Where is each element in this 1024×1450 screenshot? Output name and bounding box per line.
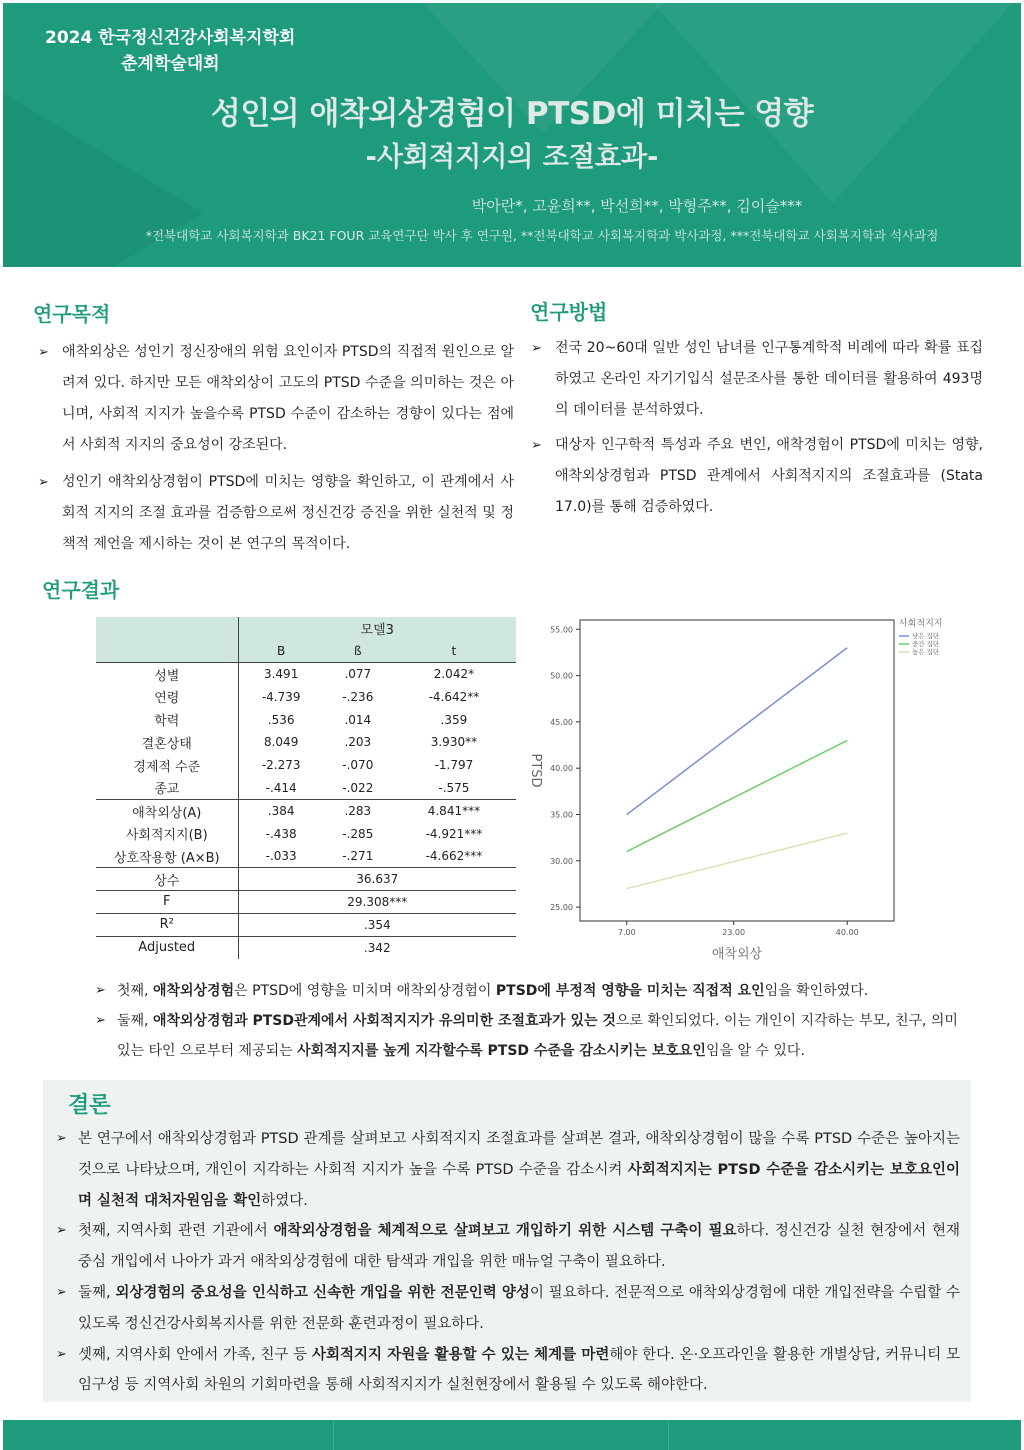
cell-b: -2.273 — [261, 758, 301, 773]
row-label: 성별 — [96, 663, 238, 686]
interaction-line-chart — [525, 612, 965, 967]
table-row — [96, 663, 516, 686]
model-label: 모델3 — [238, 617, 516, 640]
cell-beta: -.236 — [342, 689, 374, 704]
plot-frame — [580, 620, 894, 921]
conclusion-text: 하다. 정신건강 실천 현장에서 현재 중심 개입에서 나아가 과거 애착외상경험에 대한 탐색과 개입을 위한 매뉴얼 구축이 필요하다. — [78, 1223, 960, 1271]
purpose-title: 연구목적 — [33, 302, 111, 326]
cell-beta: .203 — [344, 735, 372, 750]
y-tick-label: 30.00 — [550, 856, 573, 866]
row-label: 종교 — [96, 777, 238, 800]
conclusion-text: 해야 한다. 온·오프라인을 활용한 개별상담, 커뮤니티 모임구성 등 지역사회 차원의 기회마련을 통해 사회적지지가 실천현장에서 활용될 수 있도록 해야한다. — [78, 1346, 960, 1394]
summary-label: Adjusted — [96, 936, 238, 959]
cell-b: -4.739 — [261, 689, 301, 704]
y-tick-label: 40.00 — [550, 764, 573, 774]
conclusion-title: 결론 — [68, 1093, 111, 1118]
cell-b: -.438 — [265, 826, 297, 841]
conclusion-text: 하였다. — [261, 1192, 308, 1209]
table-row — [96, 708, 516, 731]
finding-text: 은 PTSD에 영향을 미치며 애착외상경험이 — [234, 983, 496, 999]
row-label: 연령 — [96, 685, 238, 708]
x-tick-label: 7.00 — [617, 928, 636, 937]
table-row — [96, 799, 516, 822]
finding-item — [95, 1006, 965, 1066]
finding-bold: 애착외상경험과 PTSD관계에서 사회적지지가 유의미한 조절효과가 있는 것 — [152, 1013, 616, 1029]
finding-text: 임을 확인하였다. — [764, 983, 869, 999]
results-title: 연구결과 — [42, 578, 120, 602]
column-header: B — [238, 640, 324, 663]
cell-beta: -.022 — [342, 780, 374, 795]
conclusion-bold: 애착외상경험을 체계적으로 살펴보고 개입하기 위한 시스템 구축이 필요 — [273, 1223, 737, 1240]
cell-t: -.575 — [438, 780, 470, 795]
table-row — [96, 685, 516, 708]
summary-label: R² — [96, 913, 238, 936]
y-tick-label: 55.00 — [550, 625, 573, 635]
purpose-item: ➢ 성인기 애착외상경험이 PTSD에 미치는 영향을 확인하고, 이 관계에서 사회적 지지의 조절 효과를 검증함으로써 정신건강 증진을 위한 실천적 및 정책적 제언을 제시하는 것이 본 연구의 목적이다. — [38, 467, 514, 560]
table-row — [96, 777, 516, 800]
finding-item — [95, 976, 965, 1006]
x-axis-label: 애착외상 — [711, 947, 763, 962]
conclusion-text: 셋째, 지역사회 안에서 가족, 친구 등 — [78, 1346, 312, 1363]
y-tick-label: 35.00 — [550, 810, 573, 820]
row-label: 학력 — [96, 708, 238, 731]
table-column-header-row — [96, 640, 516, 663]
table-row — [96, 822, 516, 845]
finding-text: 임을 알 수 있다. — [705, 1043, 805, 1059]
cell-t: 2.042* — [433, 667, 475, 682]
cell-beta: -.070 — [342, 758, 374, 773]
conclusion-bold: 사회적지지는 PTSD 수준을 감소시키는 보호요인이며 실천적 대처자원임을 확인 — [78, 1161, 960, 1209]
table-row — [96, 754, 516, 777]
finding-text: 첫째, — [117, 983, 153, 999]
cell-t: 3.930** — [430, 735, 478, 750]
authors: 박아란*, 고윤희**, 박선희**, 박형주**, 김이슬*** — [471, 197, 803, 215]
finding-bold: 애착외상경험 — [152, 983, 235, 999]
x-tick-label: 40.00 — [835, 928, 859, 937]
cell-t: 4.841*** — [392, 799, 516, 822]
conclusion-text: 첫째, 지역사회 관련 기관에서 — [78, 1223, 274, 1240]
cell-t: .359 — [440, 712, 468, 727]
finding-text: 둘째, — [117, 1013, 153, 1029]
conclusion-bold: 사회적지지 자원을 활용할 수 있는 체계를 마련 — [311, 1346, 610, 1363]
table-row — [96, 845, 516, 868]
cell-t: -4.921*** — [425, 826, 483, 841]
conclusion-text: 이 필요하다. 전문적으로 애착외상경험에 대한 개입전략을 수립할 수 있도록 정신건강사회복지사를 위한 전문화 훈련과정이 필요하다. — [78, 1284, 960, 1332]
method-title: 연구방법 — [530, 300, 608, 324]
conclusion-item — [56, 1216, 960, 1278]
cell-b: -.033 — [238, 845, 324, 868]
cell-beta: -.285 — [342, 826, 374, 841]
y-tick-label: 50.00 — [550, 671, 573, 681]
row-label: 결혼상태 — [96, 731, 238, 754]
y-tick-label: 45.00 — [550, 717, 573, 727]
table-row — [96, 731, 516, 754]
legend-label: 중간 집단 — [912, 640, 940, 648]
x-tick-label: 23.00 — [722, 928, 746, 937]
column-header: ß — [324, 640, 392, 663]
table-corner-cell — [96, 640, 238, 663]
poster-subtitle: -사회적지지의 조절효과- — [365, 142, 659, 173]
finding-text: 으로 확인되었다. 이는 개인이 지각하는 부모, 친구, 의미 있는 타인 으로부터 제공되는 — [117, 1013, 958, 1059]
cell-b: 3.491 — [263, 667, 299, 682]
purpose-list — [38, 337, 514, 566]
footer-bar — [3, 1420, 1021, 1450]
purpose-item: ➢ 애착외상은 성인기 정신장애의 위험 요인이자 PTSD의 직접적 원인으로 알려져 있다. 하지만 모든 애착외상이 고도의 PTSD 수준을 의미하는 것은 아니며, 사회적 지지가 높을수록 PTSD 수준이 감소하는 경향이 있다는 점에서 사회적 지지의 중요성이 강조된다. — [38, 337, 514, 461]
summary-label: 상수 — [96, 868, 238, 891]
finding-bold: 사회적지지를 높게 지각할수록 PTSD 수준을 감소시키는 보호요인 — [297, 1043, 706, 1059]
conclusion-text: 둘째, — [78, 1284, 116, 1301]
table-header-row — [96, 617, 516, 640]
conclusion-text: 본 연구에서 애착외상경험과 PTSD 관계를 살펴보고 사회적지지 조절효과를 살펴본 결과, 애착외상경험이 많을 수록 PTSD 수준은 높아지는 것으로 나타났으며, 개인이 지각하는 사회적 지지가 높을 수록 PTSD 수준을 감소시켜 — [78, 1131, 960, 1178]
cell-t: -1.797 — [434, 758, 474, 773]
summary-value: 36.637 — [238, 868, 516, 891]
footer-divider — [668, 1420, 669, 1450]
cell-beta: .283 — [324, 799, 392, 822]
cell-t: -4.662*** — [392, 845, 516, 868]
conclusion-list — [56, 1124, 960, 1401]
row-label: 애착외상(A) — [96, 799, 238, 822]
finding-bold: PTSD에 부정적 영향을 미치는 직접적 요인 — [495, 983, 765, 999]
method-list — [531, 333, 983, 523]
conclusion-bold: 외상경험의 중요성을 인식하고 신속한 개입을 위한 전문인력 양성 — [115, 1284, 530, 1301]
table-corner-cell — [96, 617, 238, 640]
legend-label: 낮은 집단 — [912, 632, 940, 640]
conclusion-item — [56, 1124, 960, 1216]
cell-beta: -.271 — [324, 845, 392, 868]
summary-row — [96, 868, 516, 891]
cell-b: -.414 — [265, 780, 297, 795]
footer-divider — [333, 1420, 334, 1450]
summary-value: 29.308*** — [238, 891, 516, 914]
conference-line-2: 춘계학술대회 — [121, 54, 220, 74]
conclusion-item — [56, 1278, 960, 1340]
findings-list — [95, 976, 965, 1066]
legend-title: 사회적지지 — [899, 619, 943, 629]
summary-label: F — [96, 891, 238, 914]
row-label: 사회적지지(B) — [96, 822, 238, 845]
header-banner — [3, 3, 1021, 267]
summary-row — [96, 936, 516, 959]
regression-table — [96, 617, 516, 959]
cell-beta: .014 — [344, 712, 372, 727]
legend-label: 높은 집단 — [912, 648, 940, 656]
method-item: ➢ 전국 20~60대 일반 성인 남녀를 인구통계학적 비례에 따라 확률 표집하였고 온라인 자기기입식 설문조사를 통한 데이터를 활용하여 493명의 데이터를 분석하였다. — [531, 333, 983, 426]
summary-value: .354 — [238, 913, 516, 936]
cell-beta: .077 — [344, 667, 372, 682]
cell-t: -4.642** — [428, 689, 480, 704]
cell-b: 8.049 — [263, 735, 299, 750]
summary-row — [96, 891, 516, 914]
conference-line-1: 2024 한국정신건강사회복지학회 — [45, 28, 296, 48]
conference-name — [45, 25, 295, 77]
y-tick-label: 25.00 — [550, 903, 573, 913]
poster-title: 성인의 애착외상경험이 PTSD에 미치는 영향 — [210, 96, 814, 132]
row-label: 경제적 수준 — [96, 754, 238, 777]
conclusion-item — [56, 1340, 960, 1402]
method-item: ➢ 대상자 인구학적 특성과 주요 변인, 애착경험이 PTSD에 미치는 영향, 애착외상경험과 PTSD 관계에서 사회적지지의 조절효과를 (Stata 17.0)를 통해 검증하였다. — [531, 430, 983, 523]
cell-b: .536 — [267, 712, 295, 727]
summary-row — [96, 913, 516, 936]
cell-b: .384 — [238, 799, 324, 822]
y-axis-label: PTSD — [528, 753, 543, 788]
summary-value: .342 — [363, 940, 391, 955]
column-header: t — [392, 640, 516, 663]
row-label: 상호작용항 (A×B) — [96, 845, 238, 868]
affiliations: *전북대학교 사회복지학과 BK21 FOUR 교육연구단 박사 후 연구원, **전북대학교 사회복지학과 박사과정, ***전북대학교 사회복지학과 석사과정 — [145, 228, 939, 243]
